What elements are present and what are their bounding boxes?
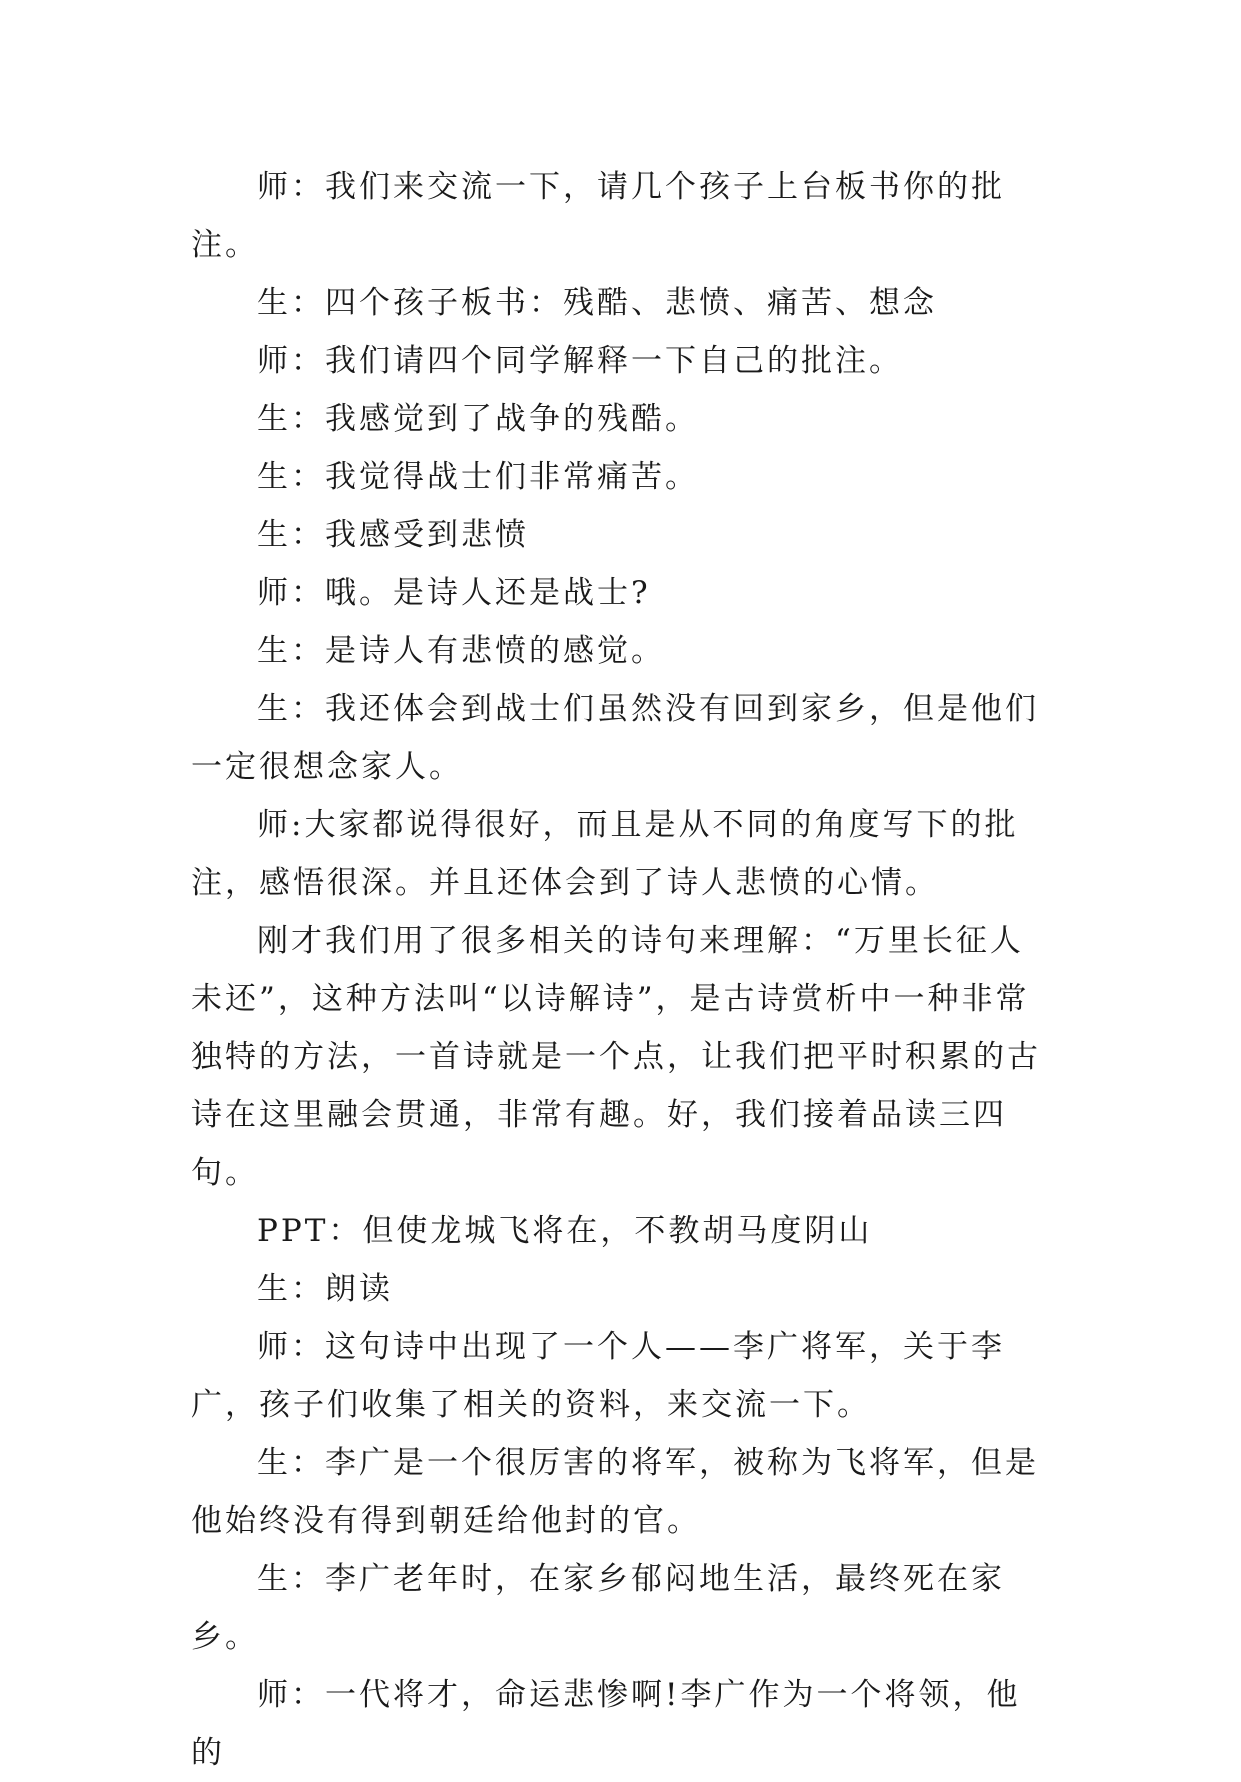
paragraph: 生：四个孩子板书：残酷、悲愤、痛苦、想念 [257,285,937,321]
paragraph: 师：这句诗中出现了一个人——李广将军，关于李广，孩子们收集了相关的资料，来交流一下。 [191,1329,1005,1423]
paragraph: 生：李广是一个很厉害的将军，被称为飞将军，但是他始终没有得到朝廷给他封的官。 [191,1445,1039,1539]
paragraph: 生：我还体会到战士们虽然没有回到家乡，但是他们一定很想念家人。 [191,691,1039,785]
paragraph: 生：朗读 [257,1271,393,1307]
paragraph: PPT：但使龙城飞将在，不教胡马度阴山 [257,1213,873,1249]
paragraph: 刚才我们用了很多相关的诗句来理解：“万里长征人未还”，这种方法叫“以诗解诗”，是古诗赏析中一种非常独特的方法，一首诗就是一个点，让我们把平时积累的古诗在这里融会贯通，非常有趣。好，我们接着品读三四句。 [191,923,1041,1191]
paragraph: 师：我们来交流一下，请几个孩子上台板书你的批注。 [191,169,1005,263]
paragraph: 师：我们请四个同学解释一下自己的批注。 [257,343,903,379]
paragraph: 师:大家都说得很好，而且是从不同的角度写下的批注，感悟很深。并且还体会到了诗人悲愤的心情。 [191,807,1019,901]
paragraph: 师：一代将才，命运悲惨啊!李广作为一个将领，他的 [191,1677,1021,1771]
body-text [191,158,1051,1782]
paragraph: 生：是诗人有悲愤的感觉。 [257,633,665,669]
paragraph: 生：我感受到悲愤 [257,517,529,553]
paragraph: 生：我觉得战士们非常痛苦。 [257,459,699,495]
paragraph: 生：李广老年时，在家乡郁闷地生活，最终死在家乡。 [191,1561,1005,1655]
paragraph: 师：哦。是诗人还是战士? [257,575,651,611]
paragraph: 生：我感觉到了战争的残酷。 [257,401,699,437]
